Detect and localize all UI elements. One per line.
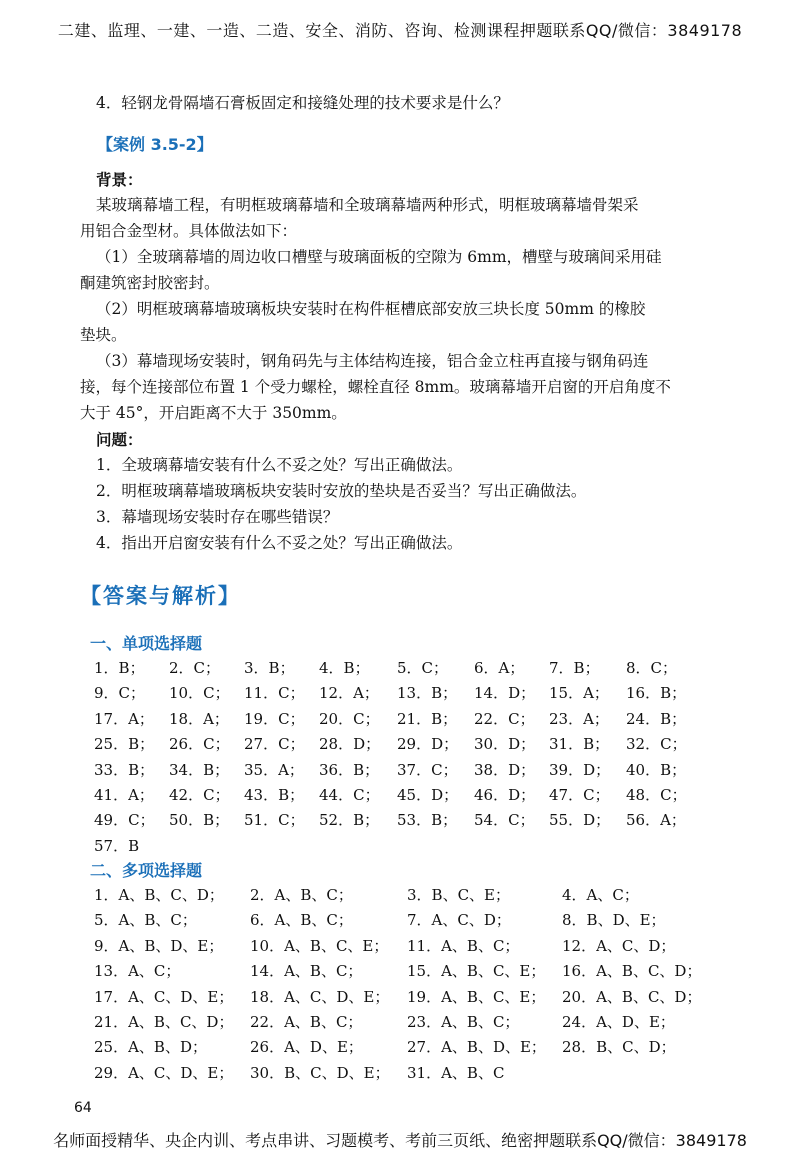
single-answer-item: 33．B；	[94, 760, 155, 779]
multi-answer-item: 20．A、B、C、D；	[562, 987, 702, 1006]
multi-answer-item: 10．A、B、C、E；	[250, 936, 389, 955]
single-answer-item: 21．B；	[397, 709, 458, 728]
single-answer-item: 9．C；	[94, 684, 146, 703]
multi-answer-item: 7．A、C、D；	[407, 911, 511, 930]
single-answer-item: 44．C；	[319, 786, 380, 804]
paragraph-line: 某玻璃幕墙工程，有明框玻璃幕墙和全玻璃幕墙两种形式，明框玻璃幕墙骨架采	[96, 196, 639, 214]
multi-answer-item: 6．A、B、C；	[250, 911, 353, 930]
single-answer-item: 10．C；	[169, 684, 230, 703]
single-answer-item: 2．C；	[169, 659, 221, 677]
single-answer-item: 55．D；	[549, 811, 611, 830]
multi-answer-item: 27．A、B、D、E；	[407, 1038, 546, 1057]
paragraph-line: （2）明框玻璃幕墙玻璃板块安装时在构件框槽底部安放三块长度 50mm 的橡胶	[96, 300, 646, 318]
single-answer-item: 19．C；	[244, 709, 305, 728]
single-answer-item: 51．C；	[244, 811, 305, 830]
single-answer-item: 36．B；	[319, 760, 380, 779]
single-answer-item: 14．D；	[474, 684, 536, 703]
multi-answer-item: 15．A、B、C、E；	[407, 962, 546, 981]
question-item: 2．明框玻璃幕墙玻璃板块安装时安放的垫块是否妥当？写出正确做法。	[96, 482, 587, 500]
multi-answer-item: 31．A、B、C	[407, 1063, 505, 1082]
multi-answer-item: 24．A、D、E；	[562, 1013, 675, 1031]
multi-answer-item: 21．A、B、C、D；	[94, 1013, 234, 1031]
multi-answer-item: 5．A、B、C；	[94, 911, 197, 930]
multi-answer-item: 30．B、C、D、E；	[250, 1063, 390, 1082]
multi-answer-item: 4．A、C；	[562, 886, 639, 904]
single-answer-item: 29．D；	[397, 735, 459, 754]
single-answer-item: 37．C；	[397, 760, 458, 779]
paragraph-line: 大于 45°，开启距离不大于 350mm。	[80, 404, 347, 422]
single-answer-item: 20．C；	[319, 709, 380, 728]
question-item: 4．指出开启窗安装有什么不妥之处？写出正确做法。	[96, 534, 463, 552]
single-answer-item: 46．D；	[474, 786, 536, 804]
multi-answer-item: 19．A、B、C、E；	[407, 987, 546, 1006]
single-answer-item: 42．C；	[169, 786, 230, 804]
paragraph-line: 酮建筑密封胶密封。	[80, 274, 220, 292]
multi-answer-item: 25．A、B、D；	[94, 1038, 207, 1057]
multi-answer-item: 12．A、C、D；	[562, 936, 676, 955]
paragraph-line: 用铝合金型材。具体做法如下：	[80, 222, 298, 240]
single-answer-item: 31．B；	[549, 735, 610, 754]
multi-answer-item: 2．A、B、C；	[250, 886, 353, 904]
paragraph-line: （1）全玻璃幕墙的周边收口槽壁与玻璃面板的空隙为 6mm，槽壁与玻璃间采用硅	[96, 248, 662, 266]
single-answer-item: 7．B；	[549, 659, 600, 677]
answer-section-title: 【答案与解析】	[80, 584, 241, 608]
single-answer-item: 17．A；	[94, 709, 154, 728]
case-label: 【案例 3.5-2】	[97, 135, 213, 154]
single-answer-item: 47．C；	[549, 786, 610, 804]
single-answer-item: 25．B；	[94, 735, 155, 754]
single-answer-item: 35．A；	[244, 760, 304, 779]
single-answer-item: 39．D；	[549, 760, 611, 779]
single-answer-item: 1．B；	[94, 659, 145, 677]
single-answer-item: 56．A；	[626, 811, 686, 830]
single-answer-item: 13．B；	[397, 684, 458, 703]
single-answer-item: 53．B；	[397, 811, 458, 830]
multi-answer-item: 29．A、C、D、E；	[94, 1063, 234, 1082]
multi-answer-item: 9．A、B、D、E；	[94, 936, 224, 955]
background-label: 背景：	[96, 170, 143, 189]
paragraph-line: 垫块。	[80, 326, 127, 344]
single-answer-item: 40．B；	[626, 760, 687, 779]
multi-answer-item: 17．A、C、D、E；	[94, 987, 234, 1006]
multi-answer-item: 26．A、D、E；	[250, 1038, 363, 1057]
page-footer: 名师面授精华、央企内训、考点串讲、习题模考、考前三页纸、绝密押题联系QQ/微信：3849178	[53, 1131, 747, 1150]
single-answer-item: 41．A；	[94, 786, 154, 804]
single-answer-item: 32．C；	[626, 735, 687, 754]
single-answer-item: 27．C；	[244, 735, 305, 754]
single-answer-item: 12．A；	[319, 684, 379, 703]
single-answer-item: 3．B；	[244, 659, 295, 677]
multi-answer-item: 23．A、B、C；	[407, 1013, 520, 1031]
single-answer-item: 26．C；	[169, 735, 230, 754]
single-answer-item: 38．D；	[474, 760, 536, 779]
single-answer-item: 30．D；	[474, 735, 536, 754]
single-answer-item: 49．C；	[94, 811, 155, 830]
single-answer-item: 18．A；	[169, 709, 229, 728]
multi-answer-item: 22．A、B、C；	[250, 1013, 363, 1031]
multi-answer-item: 11．A、B、C；	[407, 936, 520, 955]
multi-answer-item: 3．B、C、E；	[407, 886, 510, 904]
single-answer-item: 57．B	[94, 836, 140, 855]
paragraph-line: （3）幕墙现场安装时，钢角码先与主体结构连接，铝合金立柱再直接与钢角码连	[96, 352, 649, 370]
page-header: 二建、监理、一建、一造、二造、安全、消防、咨询、检测课程押题联系QQ/微信：3849178	[57, 21, 743, 40]
multi-answer-item: 8．B、D、E；	[562, 911, 666, 930]
multi-answer-item: 16．A、B、C、D；	[562, 962, 702, 981]
single-answer-item: 34．B；	[169, 760, 230, 779]
single-answer-item: 5．C；	[397, 659, 449, 677]
single-answer-item: 22．C；	[474, 709, 535, 728]
questions-label: 问题：	[96, 430, 143, 449]
single-answer-item: 48．C；	[626, 786, 687, 804]
single-answer-item: 23．A；	[549, 709, 609, 728]
single-answer-item: 50．B；	[169, 811, 230, 830]
single-answer-item: 52．B；	[319, 811, 380, 830]
single-answer-item: 54．C；	[474, 811, 535, 830]
single-answer-item: 6．A；	[474, 659, 525, 677]
previous-question-4: 4．轻钢龙骨隔墙石膏板固定和接缝处理的技术要求是什么？	[96, 94, 509, 112]
single-choice-title: 一、单项选择题	[90, 634, 203, 653]
paragraph-line: 接，每个连接部位布置 1 个受力螺栓，螺栓直径 8mm。玻璃幕墙开启窗的开启角度不	[80, 378, 671, 396]
multi-answer-item: 18．A、C、D、E；	[250, 987, 390, 1006]
multi-answer-item: 14．A、B、C；	[250, 962, 363, 981]
question-item: 3．幕墙现场安装时存在哪些错误？	[96, 508, 339, 526]
single-answer-item: 16．B；	[626, 684, 687, 703]
single-answer-item: 24．B；	[626, 709, 687, 728]
multi-answer-item: 1．A、B、C、D；	[94, 886, 224, 904]
single-answer-item: 28．D；	[319, 735, 381, 754]
multiple-choice-title: 二、多项选择题	[90, 861, 203, 880]
single-answer-item: 15．A；	[549, 684, 609, 703]
single-answer-item: 45．D；	[397, 786, 459, 804]
single-answer-item: 8．C；	[626, 659, 678, 677]
single-answer-item: 4．B；	[319, 659, 370, 677]
single-answer-item: 43．B；	[244, 786, 305, 804]
single-answer-item: 11．C；	[244, 684, 305, 703]
multi-answer-item: 28．B、C、D；	[562, 1038, 676, 1057]
question-item: 1．全玻璃幕墙安装有什么不妥之处？写出正确做法。	[96, 456, 463, 474]
page-number: 64	[74, 1100, 92, 1116]
multi-answer-item: 13．A、C；	[94, 962, 181, 981]
